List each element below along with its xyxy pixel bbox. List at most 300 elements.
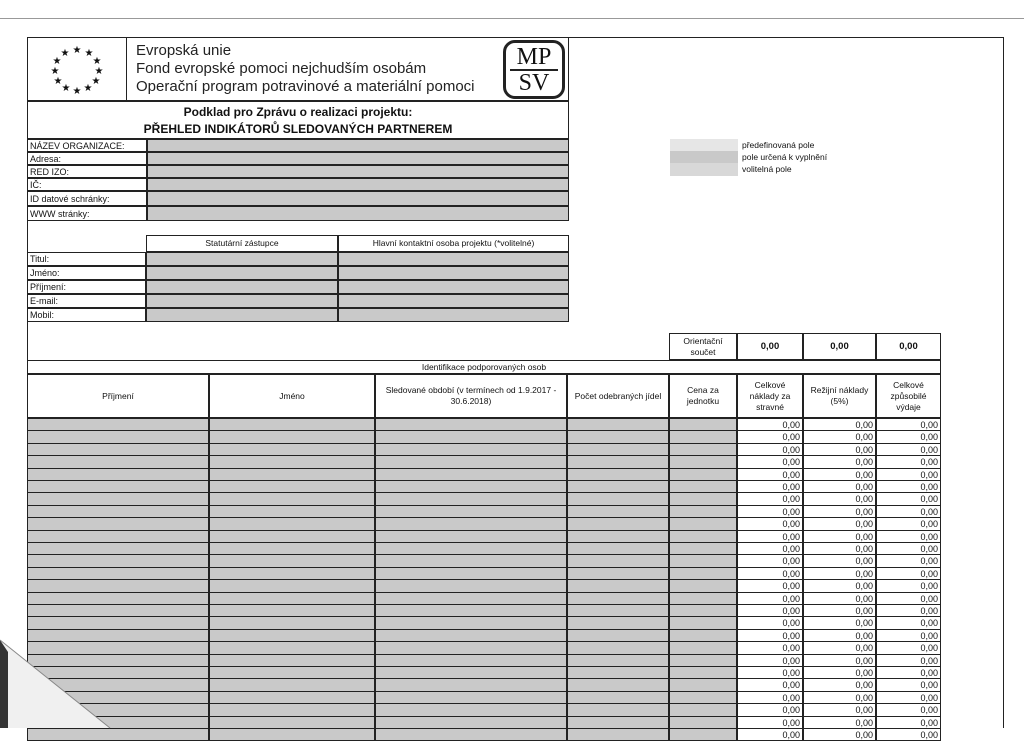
cell-overhead: 0,00 bbox=[803, 654, 876, 667]
cell-eligible: 0,00 bbox=[876, 542, 941, 555]
contact-statutory-surname[interactable] bbox=[146, 280, 338, 294]
cell-unit-price[interactable] bbox=[669, 691, 737, 704]
cell-name[interactable] bbox=[209, 691, 375, 704]
cell-unit-price[interactable] bbox=[669, 443, 737, 456]
cell-overhead: 0,00 bbox=[803, 728, 876, 741]
org-input-name[interactable] bbox=[147, 139, 569, 152]
cell-total-food: 0,00 bbox=[737, 567, 803, 580]
cell-overhead: 0,00 bbox=[803, 492, 876, 505]
cell-overhead: 0,00 bbox=[803, 443, 876, 456]
cell-period[interactable] bbox=[375, 654, 567, 667]
cell-surname[interactable] bbox=[27, 592, 209, 605]
contact-main-email[interactable] bbox=[338, 294, 569, 308]
contact-main-mobile[interactable] bbox=[338, 308, 569, 322]
svg-text:★: ★ bbox=[94, 66, 104, 77]
cell-meals[interactable] bbox=[567, 592, 669, 605]
mpsv-logo-bottom: SV bbox=[518, 70, 550, 96]
cell-unit-price[interactable] bbox=[669, 616, 737, 629]
summary-total-eligible: 0,00 bbox=[876, 333, 941, 360]
cell-overhead: 0,00 bbox=[803, 430, 876, 443]
svg-text:★: ★ bbox=[92, 56, 102, 67]
cell-eligible: 0,00 bbox=[876, 716, 941, 729]
contact-statutory-title[interactable] bbox=[146, 252, 338, 266]
cell-eligible: 0,00 bbox=[876, 666, 941, 679]
cell-meals[interactable] bbox=[567, 691, 669, 704]
cell-period[interactable] bbox=[375, 579, 567, 592]
cell-total-food: 0,00 bbox=[737, 629, 803, 642]
cell-overhead: 0,00 bbox=[803, 592, 876, 605]
cell-total-food: 0,00 bbox=[737, 542, 803, 555]
title-block bbox=[27, 101, 569, 139]
eu-logo-cell bbox=[27, 37, 127, 101]
table-row bbox=[27, 654, 941, 666]
cell-period[interactable] bbox=[375, 530, 567, 543]
header-line-2: Fond evropské pomoci nejchudším osobám bbox=[136, 60, 427, 77]
cell-surname[interactable] bbox=[27, 728, 209, 741]
cell-meals[interactable] bbox=[567, 505, 669, 518]
cell-period[interactable] bbox=[375, 604, 567, 617]
table-row bbox=[27, 468, 941, 480]
cell-eligible: 0,00 bbox=[876, 468, 941, 481]
cell-meals[interactable] bbox=[567, 616, 669, 629]
cell-period[interactable] bbox=[375, 517, 567, 530]
cell-unit-price[interactable] bbox=[669, 728, 737, 741]
cell-period[interactable] bbox=[375, 703, 567, 716]
cell-total-food: 0,00 bbox=[737, 728, 803, 741]
cell-total-food: 0,00 bbox=[737, 443, 803, 456]
cell-meals[interactable] bbox=[567, 654, 669, 667]
table-row bbox=[27, 480, 941, 492]
org-label-name: NÁZEV ORGANIZACE: bbox=[27, 139, 147, 152]
cell-meals[interactable] bbox=[567, 418, 669, 431]
col-header-surname: Příjmení bbox=[27, 374, 209, 418]
contact-label-title: Titul: bbox=[27, 252, 146, 266]
cell-name[interactable] bbox=[209, 542, 375, 555]
org-label-www: WWW stránky: bbox=[27, 206, 147, 221]
cell-meals[interactable] bbox=[567, 542, 669, 555]
cell-overhead: 0,00 bbox=[803, 418, 876, 431]
cell-unit-price[interactable] bbox=[669, 641, 737, 654]
cell-name[interactable] bbox=[209, 430, 375, 443]
cell-meals[interactable] bbox=[567, 554, 669, 567]
cell-unit-price[interactable] bbox=[669, 629, 737, 642]
contacts-header-statutory: Statutární zástupce bbox=[146, 235, 338, 252]
cell-total-food: 0,00 bbox=[737, 641, 803, 654]
col-header-eligible: Celkové způsobilé výdaje bbox=[876, 374, 941, 418]
cell-meals[interactable] bbox=[567, 604, 669, 617]
contact-label-name: Jméno: bbox=[27, 266, 146, 280]
cell-period[interactable] bbox=[375, 430, 567, 443]
cell-period[interactable] bbox=[375, 480, 567, 493]
contact-statutory-name[interactable] bbox=[146, 266, 338, 280]
cell-surname[interactable] bbox=[27, 418, 209, 431]
cell-period[interactable] bbox=[375, 443, 567, 456]
cell-surname[interactable] bbox=[27, 579, 209, 592]
table-row bbox=[27, 641, 941, 653]
cell-total-food: 0,00 bbox=[737, 455, 803, 468]
summary-total-food: 0,00 bbox=[737, 333, 803, 360]
cell-meals[interactable] bbox=[567, 567, 669, 580]
org-input-address[interactable] bbox=[147, 152, 569, 165]
cell-overhead: 0,00 bbox=[803, 505, 876, 518]
cell-meals[interactable] bbox=[567, 430, 669, 443]
cell-surname[interactable] bbox=[27, 505, 209, 518]
cell-eligible: 0,00 bbox=[876, 480, 941, 493]
cell-total-food: 0,00 bbox=[737, 430, 803, 443]
cell-name[interactable] bbox=[209, 716, 375, 729]
cell-total-food: 0,00 bbox=[737, 468, 803, 481]
contact-main-surname[interactable] bbox=[338, 280, 569, 294]
svg-text:★: ★ bbox=[60, 48, 70, 59]
cell-eligible: 0,00 bbox=[876, 592, 941, 605]
cell-unit-price[interactable] bbox=[669, 716, 737, 729]
cell-eligible: 0,00 bbox=[876, 455, 941, 468]
cell-unit-price[interactable] bbox=[669, 666, 737, 679]
table-row bbox=[27, 455, 941, 467]
cell-eligible: 0,00 bbox=[876, 505, 941, 518]
cell-total-food: 0,00 bbox=[737, 505, 803, 518]
cell-name[interactable] bbox=[209, 629, 375, 642]
mpsv-logo bbox=[503, 40, 565, 99]
cell-total-food: 0,00 bbox=[737, 554, 803, 567]
cell-name[interactable] bbox=[209, 567, 375, 580]
cell-eligible: 0,00 bbox=[876, 728, 941, 741]
cell-unit-price[interactable] bbox=[669, 517, 737, 530]
cell-surname[interactable] bbox=[27, 604, 209, 617]
cell-total-food: 0,00 bbox=[737, 418, 803, 431]
cell-period[interactable] bbox=[375, 716, 567, 729]
table-header-row bbox=[27, 374, 941, 418]
cell-unit-price[interactable] bbox=[669, 592, 737, 605]
cell-surname[interactable] bbox=[27, 443, 209, 456]
cell-period[interactable] bbox=[375, 592, 567, 605]
col-header-overhead: Režijní náklady (5%) bbox=[803, 374, 876, 418]
org-label-datbox: ID datové schránky: bbox=[27, 191, 147, 206]
cell-overhead: 0,00 bbox=[803, 703, 876, 716]
cell-overhead: 0,00 bbox=[803, 616, 876, 629]
org-input-redizo[interactable] bbox=[147, 165, 569, 178]
cell-total-food: 0,00 bbox=[737, 579, 803, 592]
table-row bbox=[27, 604, 941, 616]
table-row bbox=[27, 567, 941, 579]
cell-unit-price[interactable] bbox=[669, 418, 737, 431]
svg-text:★: ★ bbox=[72, 45, 82, 56]
cell-meals[interactable] bbox=[567, 517, 669, 530]
contact-label-email: E-mail: bbox=[27, 294, 146, 308]
cell-overhead: 0,00 bbox=[803, 468, 876, 481]
cell-eligible: 0,00 bbox=[876, 629, 941, 642]
contact-label-mobile: Mobil: bbox=[27, 308, 146, 322]
cell-total-food: 0,00 bbox=[737, 517, 803, 530]
cell-overhead: 0,00 bbox=[803, 542, 876, 555]
cell-eligible: 0,00 bbox=[876, 418, 941, 431]
legend-label-required: pole určená k vyplnění bbox=[742, 152, 828, 162]
legend-swatch-predefined bbox=[670, 139, 738, 151]
cell-total-food: 0,00 bbox=[737, 480, 803, 493]
org-input-datbox[interactable] bbox=[147, 191, 569, 206]
cell-overhead: 0,00 bbox=[803, 716, 876, 729]
cell-name[interactable] bbox=[209, 641, 375, 654]
svg-text:★: ★ bbox=[52, 56, 62, 67]
cell-total-food: 0,00 bbox=[737, 703, 803, 716]
cell-total-food: 0,00 bbox=[737, 604, 803, 617]
cell-total-food: 0,00 bbox=[737, 616, 803, 629]
scan-edge-line bbox=[0, 18, 1024, 19]
cell-overhead: 0,00 bbox=[803, 641, 876, 654]
cell-surname[interactable] bbox=[27, 530, 209, 543]
legend-swatch-required bbox=[670, 151, 738, 163]
cell-period[interactable] bbox=[375, 554, 567, 567]
cell-total-food: 0,00 bbox=[737, 654, 803, 667]
title-line-2: PŘEHLED INDIKÁTORŮ SLEDOVANÝCH PARTNEREM bbox=[143, 122, 453, 136]
svg-text:★: ★ bbox=[91, 76, 101, 87]
cell-period[interactable] bbox=[375, 505, 567, 518]
table-row bbox=[27, 579, 941, 591]
svg-text:★: ★ bbox=[53, 76, 63, 87]
cell-name[interactable] bbox=[209, 468, 375, 481]
cell-total-food: 0,00 bbox=[737, 716, 803, 729]
cell-name[interactable] bbox=[209, 530, 375, 543]
cell-period[interactable] bbox=[375, 418, 567, 431]
cell-eligible: 0,00 bbox=[876, 530, 941, 543]
cell-eligible: 0,00 bbox=[876, 567, 941, 580]
cell-overhead: 0,00 bbox=[803, 530, 876, 543]
table-row bbox=[27, 418, 941, 430]
cell-period[interactable] bbox=[375, 666, 567, 679]
cell-period[interactable] bbox=[375, 728, 567, 741]
cell-surname[interactable] bbox=[27, 430, 209, 443]
table-row bbox=[27, 728, 941, 740]
cell-surname[interactable] bbox=[27, 517, 209, 530]
cell-eligible: 0,00 bbox=[876, 517, 941, 530]
cell-total-food: 0,00 bbox=[737, 592, 803, 605]
cell-surname[interactable] bbox=[27, 616, 209, 629]
cell-meals[interactable] bbox=[567, 468, 669, 481]
cell-overhead: 0,00 bbox=[803, 604, 876, 617]
cell-meals[interactable] bbox=[567, 629, 669, 642]
cell-total-food: 0,00 bbox=[737, 678, 803, 691]
cell-name[interactable] bbox=[209, 492, 375, 505]
cell-unit-price[interactable] bbox=[669, 480, 737, 493]
cell-period[interactable] bbox=[375, 641, 567, 654]
cell-meals[interactable] bbox=[567, 492, 669, 505]
cell-eligible: 0,00 bbox=[876, 691, 941, 704]
header-line-3: Operační program potravinové a materiální pomoci bbox=[136, 78, 475, 95]
cell-meals[interactable] bbox=[567, 716, 669, 729]
cell-surname[interactable] bbox=[27, 554, 209, 567]
cell-unit-price[interactable] bbox=[669, 554, 737, 567]
contact-main-title[interactable] bbox=[338, 252, 569, 266]
cell-surname[interactable] bbox=[27, 480, 209, 493]
cell-unit-price[interactable] bbox=[669, 530, 737, 543]
table-row bbox=[27, 616, 941, 628]
contact-label-surname: Příjmení: bbox=[27, 280, 146, 294]
cell-eligible: 0,00 bbox=[876, 430, 941, 443]
cell-meals[interactable] bbox=[567, 728, 669, 741]
cell-eligible: 0,00 bbox=[876, 678, 941, 691]
org-label-ic: IČ: bbox=[27, 178, 147, 191]
cell-eligible: 0,00 bbox=[876, 616, 941, 629]
cell-name[interactable] bbox=[209, 604, 375, 617]
cell-unit-price[interactable] bbox=[669, 455, 737, 468]
cell-surname[interactable] bbox=[27, 542, 209, 555]
cell-unit-price[interactable] bbox=[669, 542, 737, 555]
cell-name[interactable] bbox=[209, 616, 375, 629]
cell-surname[interactable] bbox=[27, 455, 209, 468]
cell-meals[interactable] bbox=[567, 641, 669, 654]
cell-period[interactable] bbox=[375, 455, 567, 468]
table-row bbox=[27, 592, 941, 604]
cell-total-food: 0,00 bbox=[737, 691, 803, 704]
summary-total-overhead: 0,00 bbox=[803, 333, 876, 360]
cell-unit-price[interactable] bbox=[669, 492, 737, 505]
cell-eligible: 0,00 bbox=[876, 579, 941, 592]
cell-name[interactable] bbox=[209, 455, 375, 468]
eu-stars-icon bbox=[27, 37, 127, 101]
cell-eligible: 0,00 bbox=[876, 604, 941, 617]
cell-eligible: 0,00 bbox=[876, 641, 941, 654]
cell-unit-price[interactable] bbox=[669, 604, 737, 617]
cell-name[interactable] bbox=[209, 505, 375, 518]
table-row bbox=[27, 554, 941, 566]
cell-unit-price[interactable] bbox=[669, 505, 737, 518]
cell-name[interactable] bbox=[209, 592, 375, 605]
cell-unit-price[interactable] bbox=[669, 430, 737, 443]
cell-period[interactable] bbox=[375, 629, 567, 642]
cell-meals[interactable] bbox=[567, 703, 669, 716]
cell-eligible: 0,00 bbox=[876, 443, 941, 456]
cell-meals[interactable] bbox=[567, 579, 669, 592]
cell-name[interactable] bbox=[209, 678, 375, 691]
table-row bbox=[27, 542, 941, 554]
cell-unit-price[interactable] bbox=[669, 678, 737, 691]
contact-statutory-email[interactable] bbox=[146, 294, 338, 308]
col-header-period: Sledované období (v termínech od 1.9.2017 - 30.6.2018) bbox=[375, 374, 567, 418]
cell-overhead: 0,00 bbox=[803, 517, 876, 530]
header-line-1: Evropská unie bbox=[136, 42, 232, 59]
folded-corner bbox=[0, 640, 110, 728]
cell-meals[interactable] bbox=[567, 480, 669, 493]
title-line-1: Podklad pro Zprávu o realizaci projektu: bbox=[183, 105, 413, 119]
table-row bbox=[27, 629, 941, 641]
cell-surname[interactable] bbox=[27, 492, 209, 505]
cell-eligible: 0,00 bbox=[876, 554, 941, 567]
table-row bbox=[27, 430, 941, 442]
cell-period[interactable] bbox=[375, 567, 567, 580]
table-body bbox=[27, 418, 941, 740]
cell-overhead: 0,00 bbox=[803, 666, 876, 679]
cell-name[interactable] bbox=[209, 418, 375, 431]
cell-surname[interactable] bbox=[27, 468, 209, 481]
cell-name[interactable] bbox=[209, 579, 375, 592]
table-row bbox=[27, 666, 941, 678]
legend-label-predefined: předefinovaná pole bbox=[742, 140, 815, 150]
cell-overhead: 0,00 bbox=[803, 579, 876, 592]
cell-meals[interactable] bbox=[567, 666, 669, 679]
table-row bbox=[27, 517, 941, 529]
svg-text:★: ★ bbox=[83, 83, 93, 94]
cell-period[interactable] bbox=[375, 616, 567, 629]
legend-label-optional: volitelná pole bbox=[742, 164, 792, 174]
contact-statutory-mobile[interactable] bbox=[146, 308, 338, 322]
contact-main-name[interactable] bbox=[338, 266, 569, 280]
table-row bbox=[27, 530, 941, 542]
legend-swatch-optional bbox=[670, 163, 738, 176]
cell-total-food: 0,00 bbox=[737, 666, 803, 679]
contacts-header-main: Hlavní kontaktní osoba projektu (*volitelné) bbox=[338, 235, 569, 252]
cell-total-food: 0,00 bbox=[737, 530, 803, 543]
cell-unit-price[interactable] bbox=[669, 468, 737, 481]
cell-meals[interactable] bbox=[567, 678, 669, 691]
cell-meals[interactable] bbox=[567, 443, 669, 456]
mpsv-logo-top: MP bbox=[510, 45, 558, 71]
table-row bbox=[27, 492, 941, 504]
cell-name[interactable] bbox=[209, 554, 375, 567]
col-header-meals: Počet odebraných jídel bbox=[567, 374, 669, 418]
org-label-address: Adresa: bbox=[27, 152, 147, 165]
cell-overhead: 0,00 bbox=[803, 629, 876, 642]
cell-overhead: 0,00 bbox=[803, 567, 876, 580]
org-input-ic[interactable] bbox=[147, 178, 569, 191]
table-row bbox=[27, 505, 941, 517]
cell-meals[interactable] bbox=[567, 455, 669, 468]
svg-text:★: ★ bbox=[72, 86, 82, 97]
cell-unit-price[interactable] bbox=[669, 567, 737, 580]
cell-eligible: 0,00 bbox=[876, 703, 941, 716]
table-row bbox=[27, 703, 941, 715]
table-row bbox=[27, 678, 941, 690]
header-text bbox=[136, 42, 506, 96]
cell-unit-price[interactable] bbox=[669, 579, 737, 592]
cell-surname[interactable] bbox=[27, 567, 209, 580]
cell-period[interactable] bbox=[375, 492, 567, 505]
cell-unit-price[interactable] bbox=[669, 654, 737, 667]
table-row bbox=[27, 691, 941, 703]
org-label-redizo: RED IZO: bbox=[27, 165, 147, 178]
summary-label: Orientační součet bbox=[669, 333, 737, 360]
contacts-rows bbox=[27, 252, 569, 322]
cell-overhead: 0,00 bbox=[803, 691, 876, 704]
svg-text:★: ★ bbox=[61, 83, 71, 94]
table-row bbox=[27, 716, 941, 728]
cell-overhead: 0,00 bbox=[803, 455, 876, 468]
svg-text:★: ★ bbox=[50, 66, 60, 77]
cell-overhead: 0,00 bbox=[803, 480, 876, 493]
cell-name[interactable] bbox=[209, 666, 375, 679]
cell-name[interactable] bbox=[209, 517, 375, 530]
cell-name[interactable] bbox=[209, 480, 375, 493]
cell-eligible: 0,00 bbox=[876, 492, 941, 505]
svg-text:★: ★ bbox=[84, 48, 94, 59]
org-fields bbox=[27, 139, 569, 221]
cell-total-food: 0,00 bbox=[737, 492, 803, 505]
cell-meals[interactable] bbox=[567, 530, 669, 543]
cell-name[interactable] bbox=[209, 703, 375, 716]
col-header-total-food: Celkové náklady za stravné bbox=[737, 374, 803, 418]
cell-eligible: 0,00 bbox=[876, 654, 941, 667]
cell-name[interactable] bbox=[209, 654, 375, 667]
cell-name[interactable] bbox=[209, 728, 375, 741]
org-input-www[interactable] bbox=[147, 206, 569, 221]
cell-period[interactable] bbox=[375, 691, 567, 704]
col-header-name: Jméno bbox=[209, 374, 375, 418]
cell-period[interactable] bbox=[375, 678, 567, 691]
cell-name[interactable] bbox=[209, 443, 375, 456]
col-header-unit-price: Cena za jednotku bbox=[669, 374, 737, 418]
cell-unit-price[interactable] bbox=[669, 703, 737, 716]
cell-period[interactable] bbox=[375, 542, 567, 555]
cell-period[interactable] bbox=[375, 468, 567, 481]
